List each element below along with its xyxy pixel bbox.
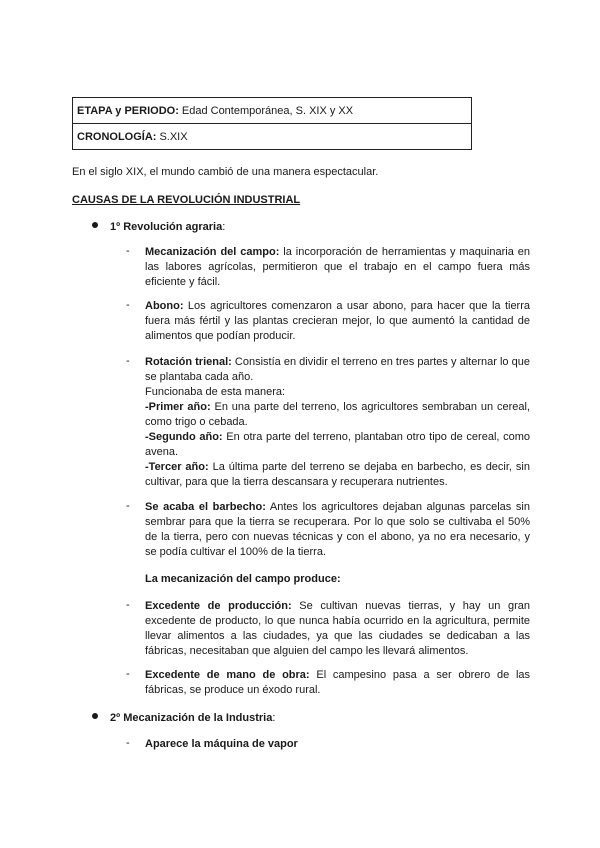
primer-ano-text: En una parte del terreno, los agricultores sembraban un cereal, como trigo o cebada. <box>145 401 530 428</box>
item-se-acaba-barbecho <box>126 500 530 560</box>
item-text: Se cultivan nuevas tierras, y hay un gran excedente de producto, lo que nunca había ocurrido en la agricultura, permite llevar alimentos a las ciudades, ya que las ciudades se dedicaban a las fábricas, necesitaban que alguien del campo les llevará alimentos. <box>145 600 530 657</box>
item-title: Se acaba el barbecho: <box>145 501 266 513</box>
item-title: Excedente de producción: <box>145 600 292 612</box>
dash-marker: - <box>126 599 130 611</box>
cronologia-label: CRONOLOGÍA: <box>77 130 157 143</box>
bullet-suffix: : <box>272 712 276 724</box>
item-title: Rotación trienal: <box>145 356 232 368</box>
section-title: CAUSAS DE LA REVOLUCIÓN INDUSTRIAL <box>72 194 301 206</box>
item-rotacion-trienal <box>126 355 530 490</box>
bullet-suffix: : <box>222 221 226 233</box>
funcionaba-text: Funcionaba de esta manera: <box>145 386 286 398</box>
bullet-dot-icon <box>92 222 98 228</box>
item-title: Mecanización del campo: <box>145 246 280 258</box>
item-text: Antes los agricultores dejaban algunas parcelas sin sembrar para que la tierra se recuperara. Por lo que solo se cultivaba el 50% de la tierra, pero con nuevas técnicas y con el abono, ya no era necesario, y se podía cultivar el 100% de la tierra. <box>145 501 530 558</box>
item-mecanizacion-campo <box>126 245 530 290</box>
segundo-ano-text: En otra parte del terreno, plantaban otro tipo de cereal, como avena. <box>145 431 530 458</box>
bullet-dot-icon <box>92 713 98 719</box>
dash-marker: - <box>126 668 130 680</box>
item-excedente-mano-obra <box>126 668 530 698</box>
item-maquina-vapor <box>126 737 530 752</box>
bullet-label: 1º Revolución agraria <box>110 221 223 233</box>
meta-table <box>72 97 472 150</box>
item-excedente-produccion <box>126 599 530 659</box>
cronologia-value: S.XIX <box>159 130 188 143</box>
item-text: la incorporación de herramientas y maquinaria en las labores agrícolas, permitieron que el trabajo en el campo fuera más eficiente y fácil. <box>145 246 530 288</box>
item-title: Aparece la máquina de vapor <box>145 738 298 750</box>
primer-ano-label: -Primer año: <box>145 401 211 413</box>
item-text: El campesino pasa a ser obrero de las fábricas, se produce un éxodo rural. <box>145 669 531 696</box>
etapa-value: Edad Contemporánea, S. XIX y XX <box>181 104 354 117</box>
bullet-label: 2º Mecanización de la Industria <box>110 712 273 724</box>
intro-text: En el siglo XIX, el mundo cambió de una manera espectacular. <box>72 166 379 178</box>
dash-marker: - <box>126 500 130 512</box>
item-abono <box>126 299 530 344</box>
produce-heading: La mecanización del campo produce: <box>145 573 341 585</box>
item-text: Los agricultores comenzaron a usar abono, para hacer que la tierra fuera más fértil y las plantas crecieran mejor, lo que aumentó la cantidad de alimentos que podían producir. <box>145 300 530 342</box>
tercer-ano-label: -Tercer año: <box>145 461 209 473</box>
etapa-row <box>73 98 471 124</box>
item-text: Consistía en dividir el terreno en tres partes y alternar lo que se plantaba cada año. <box>145 356 530 383</box>
item-title: Excedente de mano de obra: <box>145 669 310 681</box>
etapa-label: ETAPA y PERIODO: <box>77 104 179 117</box>
dash-marker: - <box>126 299 130 311</box>
item-title: Abono: <box>145 300 184 312</box>
tercer-ano-text: La última parte del terreno se dejaba en barbecho, es decir, sin cultivar, para que la tierra descansara y recuperara nutrientes. <box>145 461 530 488</box>
bullet-mecanizacion-industria <box>92 712 275 724</box>
cronologia-row <box>73 124 471 149</box>
segundo-ano-label: -Segundo año: <box>145 431 223 443</box>
bullet-revolucion-agraria <box>92 221 225 233</box>
dash-marker: - <box>126 737 130 749</box>
dash-marker: - <box>126 245 130 257</box>
dash-marker: - <box>126 355 130 367</box>
